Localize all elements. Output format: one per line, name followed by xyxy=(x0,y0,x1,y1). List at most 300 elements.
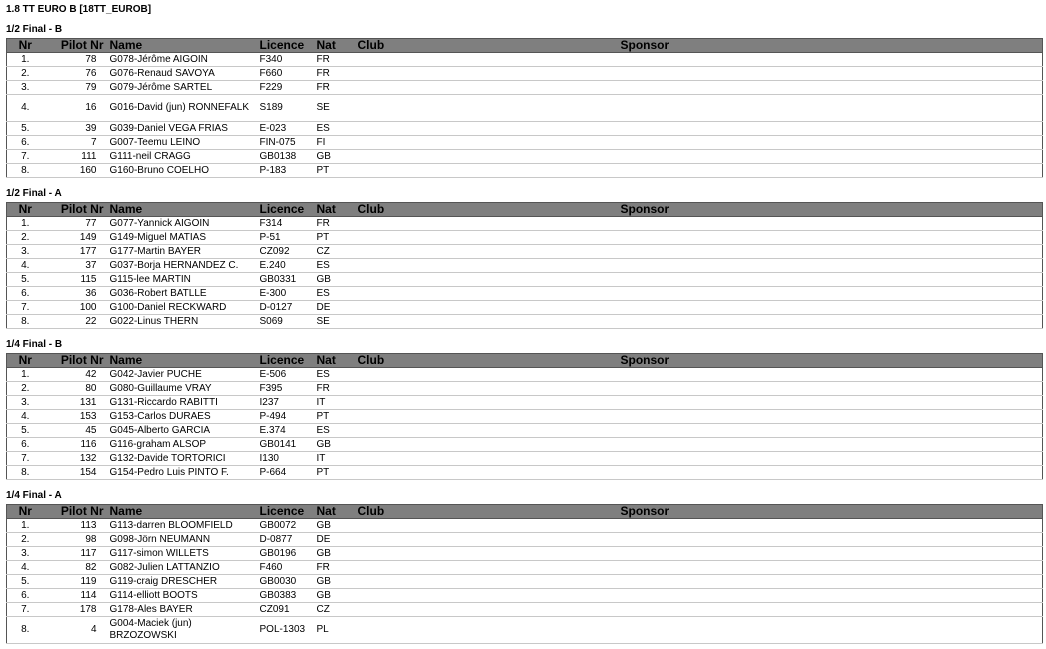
results-section xyxy=(6,487,1042,644)
pilot-number-cell: 42 xyxy=(44,368,107,382)
table-row xyxy=(7,67,1043,81)
pilot-number-cell: 39 xyxy=(44,122,107,136)
club-cell xyxy=(355,575,618,589)
pilot-number-cell: 77 xyxy=(44,217,107,231)
club-cell xyxy=(355,287,618,301)
licence-cell: F229 xyxy=(257,81,314,95)
nationality-cell: SE xyxy=(314,95,355,122)
table-row xyxy=(7,259,1043,273)
document-title: 1.8 TT EURO B [18TT_EUROB] xyxy=(6,4,152,15)
column-header: Sponsor xyxy=(618,505,1043,519)
licence-cell: F395 xyxy=(257,382,314,396)
sponsor-cell xyxy=(618,150,1043,164)
column-header: Nr xyxy=(7,203,44,217)
rank-cell: 3. xyxy=(7,547,44,561)
pilot-name-cell: G016-David (jun) RONNEFALK xyxy=(107,95,257,122)
sponsor-cell xyxy=(618,438,1043,452)
club-cell xyxy=(355,424,618,438)
rank-cell: 5. xyxy=(7,575,44,589)
licence-cell: I237 xyxy=(257,396,314,410)
results-section xyxy=(6,185,1042,329)
column-header: Nat xyxy=(314,505,355,519)
pilot-name-cell: G039-Daniel VEGA FRIAS xyxy=(107,122,257,136)
column-header: Licence xyxy=(257,505,314,519)
pilot-name-cell: G076-Renaud SAVOYA xyxy=(107,67,257,81)
column-header: Name xyxy=(107,354,257,368)
table-row xyxy=(7,315,1043,329)
sponsor-cell xyxy=(618,575,1043,589)
sponsor-cell xyxy=(618,53,1043,67)
licence-cell: E-506 xyxy=(257,368,314,382)
sponsor-cell xyxy=(618,603,1043,617)
licence-cell: GB0030 xyxy=(257,575,314,589)
nationality-cell: IT xyxy=(314,452,355,466)
pilot-number-cell: 119 xyxy=(44,575,107,589)
club-cell xyxy=(355,410,618,424)
table-row xyxy=(7,547,1043,561)
table-row xyxy=(7,589,1043,603)
pilot-number-cell: 160 xyxy=(44,164,107,178)
pilot-name-cell: G132-Davide TORTORICI xyxy=(107,452,257,466)
rank-cell: 3. xyxy=(7,396,44,410)
sponsor-cell xyxy=(618,287,1043,301)
licence-cell: GB0138 xyxy=(257,150,314,164)
column-header: Sponsor xyxy=(618,39,1043,53)
rank-cell: 6. xyxy=(7,136,44,150)
table-row xyxy=(7,561,1043,575)
rank-cell: 6. xyxy=(7,287,44,301)
pilot-number-cell: 45 xyxy=(44,424,107,438)
licence-cell: S069 xyxy=(257,315,314,329)
pilot-name-cell: G037-Borja HERNANDEZ C. xyxy=(107,259,257,273)
table-row xyxy=(7,53,1043,67)
rank-cell: 5. xyxy=(7,273,44,287)
pilot-number-cell: 78 xyxy=(44,53,107,67)
pilot-number-cell: 153 xyxy=(44,410,107,424)
pilot-name-cell: G098-Jörn NEUMANN xyxy=(107,533,257,547)
club-cell xyxy=(355,315,618,329)
nationality-cell: SE xyxy=(314,315,355,329)
sponsor-cell xyxy=(618,245,1043,259)
table-header-row xyxy=(7,505,1043,519)
table-row xyxy=(7,231,1043,245)
rank-cell: 4. xyxy=(7,259,44,273)
nationality-cell: ES xyxy=(314,287,355,301)
licence-cell: GB0383 xyxy=(257,589,314,603)
rank-cell: 6. xyxy=(7,589,44,603)
rank-cell: 7. xyxy=(7,301,44,315)
sponsor-cell xyxy=(618,533,1043,547)
licence-cell: CZ091 xyxy=(257,603,314,617)
nationality-cell: PT xyxy=(314,231,355,245)
nationality-cell: ES xyxy=(314,424,355,438)
club-cell xyxy=(355,164,618,178)
club-cell xyxy=(355,547,618,561)
pilot-name-cell: G078-Jérôme AIGOIN xyxy=(107,53,257,67)
licence-cell: GB0196 xyxy=(257,547,314,561)
licence-cell: D-0877 xyxy=(257,533,314,547)
pilot-number-cell: 115 xyxy=(44,273,107,287)
licence-cell: E-300 xyxy=(257,287,314,301)
nationality-cell: FI xyxy=(314,136,355,150)
pilot-number-cell: 131 xyxy=(44,396,107,410)
pilot-number-cell: 113 xyxy=(44,519,107,533)
pilot-number-cell: 79 xyxy=(44,81,107,95)
column-header: Sponsor xyxy=(618,203,1043,217)
column-header: Nr xyxy=(7,505,44,519)
section-title: 1/2 Final - B xyxy=(6,24,63,35)
club-cell xyxy=(355,589,618,603)
sponsor-cell xyxy=(618,547,1043,561)
nationality-cell: FR xyxy=(314,217,355,231)
nationality-cell: ES xyxy=(314,122,355,136)
rank-cell: 4. xyxy=(7,95,44,122)
club-cell xyxy=(355,231,618,245)
pilot-number-cell: 82 xyxy=(44,561,107,575)
sponsor-cell xyxy=(618,617,1043,644)
sponsor-cell xyxy=(618,561,1043,575)
pilot-name-cell: G114-elliott BOOTS xyxy=(107,589,257,603)
rank-cell: 1. xyxy=(7,519,44,533)
column-header: Pilot Nr xyxy=(44,505,107,519)
table-row xyxy=(7,617,1043,644)
sponsor-cell xyxy=(618,95,1043,122)
club-cell xyxy=(355,519,618,533)
pilot-number-cell: 7 xyxy=(44,136,107,150)
column-header: Pilot Nr xyxy=(44,354,107,368)
column-header: Club xyxy=(355,354,618,368)
column-header: Club xyxy=(355,203,618,217)
club-cell xyxy=(355,368,618,382)
section-title: 1/4 Final - B xyxy=(6,339,63,350)
licence-cell: POL-1303 xyxy=(257,617,314,644)
table-row xyxy=(7,368,1043,382)
column-header: Nr xyxy=(7,354,44,368)
rank-cell: 8. xyxy=(7,315,44,329)
sponsor-cell xyxy=(618,519,1043,533)
pilot-number-cell: 37 xyxy=(44,259,107,273)
pilot-number-cell: 22 xyxy=(44,315,107,329)
nationality-cell: GB xyxy=(314,589,355,603)
column-header: Nat xyxy=(314,354,355,368)
column-header: Nat xyxy=(314,39,355,53)
table-row xyxy=(7,81,1043,95)
pilot-name-cell: G119-craig DRESCHER xyxy=(107,575,257,589)
sponsor-cell xyxy=(618,396,1043,410)
pilot-name-cell: G154-Pedro Luis PINTO F. xyxy=(107,466,257,480)
rank-cell: 8. xyxy=(7,164,44,178)
nationality-cell: PL xyxy=(314,617,355,644)
pilot-number-cell: 154 xyxy=(44,466,107,480)
pilot-number-cell: 116 xyxy=(44,438,107,452)
nationality-cell: FR xyxy=(314,81,355,95)
column-header: Nr xyxy=(7,39,44,53)
sponsor-cell xyxy=(618,410,1043,424)
licence-cell: FIN-075 xyxy=(257,136,314,150)
table-row xyxy=(7,410,1043,424)
nationality-cell: GB xyxy=(314,575,355,589)
sponsor-cell xyxy=(618,466,1043,480)
pilot-number-cell: 117 xyxy=(44,547,107,561)
sponsor-cell xyxy=(618,589,1043,603)
table-row xyxy=(7,245,1043,259)
sponsor-cell xyxy=(618,382,1043,396)
pilot-name-cell: G042-Javier PUCHE xyxy=(107,368,257,382)
rank-cell: 5. xyxy=(7,424,44,438)
nationality-cell: GB xyxy=(314,150,355,164)
club-cell xyxy=(355,382,618,396)
club-cell xyxy=(355,438,618,452)
pilot-name-cell: G177-Martin BAYER xyxy=(107,245,257,259)
pilot-number-cell: 177 xyxy=(44,245,107,259)
sponsor-cell xyxy=(618,122,1043,136)
sponsor-cell xyxy=(618,315,1043,329)
column-header: Club xyxy=(355,39,618,53)
pilot-number-cell: 111 xyxy=(44,150,107,164)
licence-cell: F460 xyxy=(257,561,314,575)
rank-cell: 6. xyxy=(7,438,44,452)
nationality-cell: PT xyxy=(314,164,355,178)
pilot-number-cell: 76 xyxy=(44,67,107,81)
pilot-name-cell: G111-neil CRAGG xyxy=(107,150,257,164)
pilot-name-cell: G149-Miguel MATIAS xyxy=(107,231,257,245)
sponsor-cell xyxy=(618,259,1043,273)
licence-cell: E-023 xyxy=(257,122,314,136)
licence-cell: P-664 xyxy=(257,466,314,480)
table-row xyxy=(7,287,1043,301)
nationality-cell: IT xyxy=(314,396,355,410)
results-table xyxy=(6,504,1043,644)
nationality-cell: GB xyxy=(314,519,355,533)
table-header-row xyxy=(7,354,1043,368)
pilot-name-cell: G100-Daniel RECKWARD xyxy=(107,301,257,315)
pilot-name-cell: G116-graham ALSOP xyxy=(107,438,257,452)
club-cell xyxy=(355,95,618,122)
sponsor-cell xyxy=(618,136,1043,150)
rank-cell: 7. xyxy=(7,452,44,466)
column-header: Pilot Nr xyxy=(44,39,107,53)
club-cell xyxy=(355,533,618,547)
sponsor-cell xyxy=(618,217,1043,231)
pilot-name-cell: G153-Carlos DURAES xyxy=(107,410,257,424)
table-row xyxy=(7,382,1043,396)
rank-cell: 7. xyxy=(7,603,44,617)
licence-cell: CZ092 xyxy=(257,245,314,259)
pilot-number-cell: 98 xyxy=(44,533,107,547)
club-cell xyxy=(355,81,618,95)
sponsor-cell xyxy=(618,81,1043,95)
rank-cell: 1. xyxy=(7,368,44,382)
section-title: 1/4 Final - A xyxy=(6,490,62,501)
column-header: Licence xyxy=(257,354,314,368)
table-row xyxy=(7,533,1043,547)
table-row xyxy=(7,575,1043,589)
licence-cell: F660 xyxy=(257,67,314,81)
pilot-name-cell: G082-Julien LATTANZIO xyxy=(107,561,257,575)
licence-cell: E.374 xyxy=(257,424,314,438)
table-row xyxy=(7,519,1043,533)
sponsor-cell xyxy=(618,424,1043,438)
column-header: Sponsor xyxy=(618,354,1043,368)
results-table xyxy=(6,202,1043,329)
rank-cell: 4. xyxy=(7,410,44,424)
table-row xyxy=(7,438,1043,452)
pilot-number-cell: 149 xyxy=(44,231,107,245)
table-row xyxy=(7,273,1043,287)
club-cell xyxy=(355,245,618,259)
club-cell xyxy=(355,273,618,287)
table-row xyxy=(7,396,1043,410)
pilot-name-cell: G178-Ales BAYER xyxy=(107,603,257,617)
pilot-number-cell: 36 xyxy=(44,287,107,301)
rank-cell: 2. xyxy=(7,67,44,81)
pilot-name-cell: G036-Robert BATLLE xyxy=(107,287,257,301)
nationality-cell: GB xyxy=(314,438,355,452)
nationality-cell: FR xyxy=(314,53,355,67)
rank-cell: 8. xyxy=(7,617,44,644)
licence-cell: GB0072 xyxy=(257,519,314,533)
licence-cell: P-183 xyxy=(257,164,314,178)
column-header: Name xyxy=(107,203,257,217)
nationality-cell: FR xyxy=(314,382,355,396)
pilot-number-cell: 16 xyxy=(44,95,107,122)
nationality-cell: ES xyxy=(314,259,355,273)
licence-cell: GB0331 xyxy=(257,273,314,287)
rank-cell: 5. xyxy=(7,122,44,136)
rank-cell: 1. xyxy=(7,53,44,67)
rank-cell: 7. xyxy=(7,150,44,164)
licence-cell: E.240 xyxy=(257,259,314,273)
club-cell xyxy=(355,217,618,231)
column-header: Licence xyxy=(257,39,314,53)
table-row xyxy=(7,466,1043,480)
licence-cell: P-494 xyxy=(257,410,314,424)
club-cell xyxy=(355,53,618,67)
table-row xyxy=(7,95,1043,122)
nationality-cell: GB xyxy=(314,547,355,561)
club-cell xyxy=(355,136,618,150)
pilot-name-cell: G080-Guillaume VRAY xyxy=(107,382,257,396)
table-row xyxy=(7,301,1043,315)
club-cell xyxy=(355,67,618,81)
column-header: Licence xyxy=(257,203,314,217)
sponsor-cell xyxy=(618,368,1043,382)
nationality-cell: DE xyxy=(314,301,355,315)
club-cell xyxy=(355,617,618,644)
table-header-row xyxy=(7,203,1043,217)
nationality-cell: FR xyxy=(314,67,355,81)
pilot-number-cell: 100 xyxy=(44,301,107,315)
pilot-name-cell: G117-simon WILLETS xyxy=(107,547,257,561)
nationality-cell: ES xyxy=(314,368,355,382)
nationality-cell: PT xyxy=(314,410,355,424)
club-cell xyxy=(355,259,618,273)
pilot-name-cell: G113-darren BLOOMFIELD xyxy=(107,519,257,533)
rank-cell: 3. xyxy=(7,245,44,259)
table-row xyxy=(7,603,1043,617)
table-row xyxy=(7,150,1043,164)
licence-cell: GB0141 xyxy=(257,438,314,452)
rank-cell: 2. xyxy=(7,382,44,396)
rank-cell: 3. xyxy=(7,81,44,95)
results-section xyxy=(6,336,1042,480)
sponsor-cell xyxy=(618,164,1043,178)
club-cell xyxy=(355,603,618,617)
club-cell xyxy=(355,150,618,164)
nationality-cell: CZ xyxy=(314,603,355,617)
nationality-cell: PT xyxy=(314,466,355,480)
pilot-name-cell: G131-Riccardo RABITTI xyxy=(107,396,257,410)
pilot-number-cell: 4 xyxy=(44,617,107,644)
pilot-number-cell: 132 xyxy=(44,452,107,466)
column-header: Club xyxy=(355,505,618,519)
column-header: Name xyxy=(107,505,257,519)
pilot-name-cell: G077-Yannick AIGOIN xyxy=(107,217,257,231)
results-section xyxy=(6,21,1042,178)
pilot-name-cell: G079-Jérôme SARTEL xyxy=(107,81,257,95)
licence-cell: P-51 xyxy=(257,231,314,245)
pilot-name-cell: G022-Linus THERN xyxy=(107,315,257,329)
club-cell xyxy=(355,561,618,575)
pilot-name-cell: G160-Bruno COELHO xyxy=(107,164,257,178)
club-cell xyxy=(355,122,618,136)
nationality-cell: FR xyxy=(314,561,355,575)
licence-cell: I130 xyxy=(257,452,314,466)
pilot-name-cell: G045-Alberto GARCIA xyxy=(107,424,257,438)
sponsor-cell xyxy=(618,231,1043,245)
pilot-name-cell: G007-Teemu LEINO xyxy=(107,136,257,150)
club-cell xyxy=(355,396,618,410)
rank-cell: 2. xyxy=(7,533,44,547)
nationality-cell: CZ xyxy=(314,245,355,259)
table-row xyxy=(7,217,1043,231)
club-cell xyxy=(355,301,618,315)
rank-cell: 4. xyxy=(7,561,44,575)
club-cell xyxy=(355,466,618,480)
table-header-row xyxy=(7,39,1043,53)
rank-cell: 2. xyxy=(7,231,44,245)
column-header: Nat xyxy=(314,203,355,217)
column-header: Name xyxy=(107,39,257,53)
pilot-number-cell: 178 xyxy=(44,603,107,617)
table-row xyxy=(7,122,1043,136)
licence-cell: S189 xyxy=(257,95,314,122)
licence-cell: D-0127 xyxy=(257,301,314,315)
pilot-number-cell: 80 xyxy=(44,382,107,396)
licence-cell: F314 xyxy=(257,217,314,231)
table-row xyxy=(7,452,1043,466)
table-row xyxy=(7,164,1043,178)
sponsor-cell xyxy=(618,67,1043,81)
sponsor-cell xyxy=(618,273,1043,287)
sponsor-cell xyxy=(618,301,1043,315)
nationality-cell: DE xyxy=(314,533,355,547)
rank-cell: 8. xyxy=(7,466,44,480)
column-header: Pilot Nr xyxy=(44,203,107,217)
nationality-cell: GB xyxy=(314,273,355,287)
pilot-name-cell: G004-Maciek (jun) BRZOZOWSKI xyxy=(107,617,257,644)
sponsor-cell xyxy=(618,452,1043,466)
licence-cell: F340 xyxy=(257,53,314,67)
section-title: 1/2 Final - A xyxy=(6,188,62,199)
results-table xyxy=(6,353,1043,480)
table-row xyxy=(7,136,1043,150)
pilot-name-cell: G115-lee MARTIN xyxy=(107,273,257,287)
pilot-number-cell: 114 xyxy=(44,589,107,603)
rank-cell: 1. xyxy=(7,217,44,231)
results-table xyxy=(6,38,1043,178)
table-row xyxy=(7,424,1043,438)
